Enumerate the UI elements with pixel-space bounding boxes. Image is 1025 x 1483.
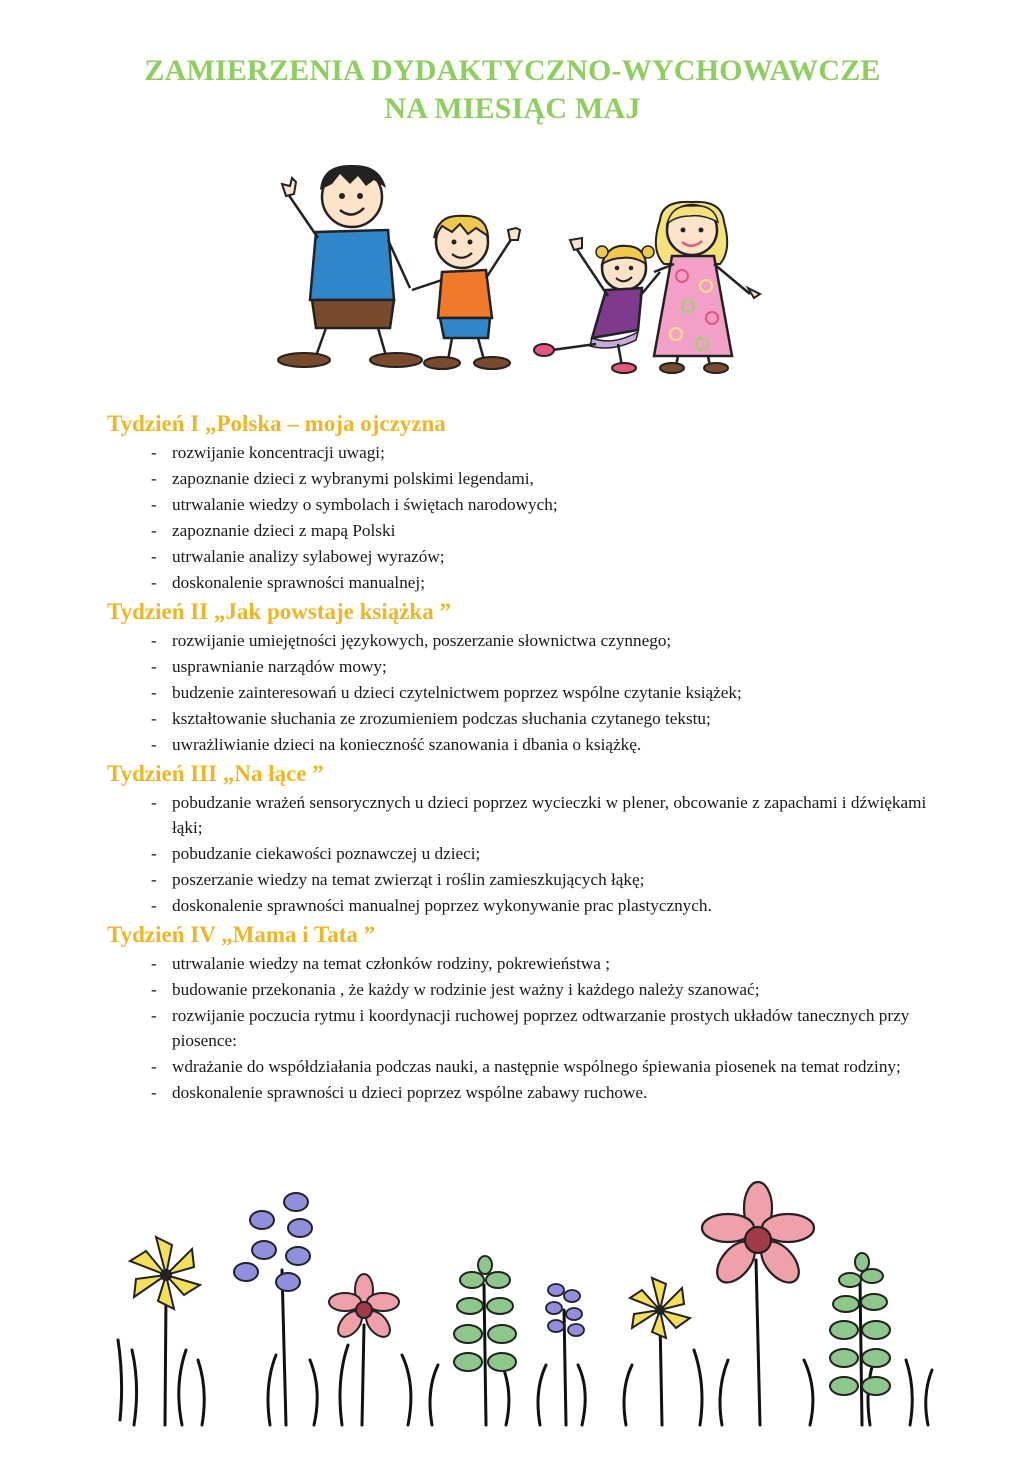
week-3-heading: Tydzień III „Na łące ” — [107, 761, 324, 786]
family-holding-hands-illustration — [262, 160, 782, 375]
list-item: - rozwijanie poczucia rytmu i koordynacji ruchowej poprzez odtwarzanie prostych układów tanecznych przy piosence: — [151, 1003, 947, 1053]
week-2-heading: Tydzień II „Jak powstaje książka ” — [107, 599, 451, 624]
week-1-heading: Tydzień I „Polska – moja ojczyzna — [107, 411, 446, 436]
list-item: - utrwalanie analizy sylabowej wyrazów; — [151, 544, 947, 569]
father-figure — [278, 165, 422, 367]
list-item: - uwrażliwianie dzieci na konieczność szanowania i dbania o książkę. — [151, 732, 947, 757]
week-4-list — [107, 951, 947, 1105]
list-item: - pobudzanie ciekawości poznawczej u dzieci; — [151, 841, 947, 866]
list-item: - budzenie zainteresowań u dzieci czytelnictwem poprzez wspólne czytanie książek; — [151, 680, 947, 705]
mother-figure — [654, 202, 760, 373]
boy-figure — [412, 216, 520, 369]
list-item: - kształtowanie słuchania ze zrozumieniem podczas słuchania czytanego tekstu; — [151, 706, 947, 731]
title-line-1: ZAMIERZENIA DYDAKTYCZNO-WYCHOWAWCZE — [144, 54, 881, 87]
yellow-flower-left — [130, 1237, 200, 1309]
list-item: - poszerzanie wiedzy na temat zwierząt i roślin zamieszkujących łąkę; — [151, 867, 947, 892]
list-item: - budowanie przekonania , że każdy w rodzinie jest ważny i każdego należy szanować; — [151, 977, 947, 1002]
title-line-2: NA MIESIĄC MAJ — [384, 92, 641, 125]
list-item: - utrwalanie wiedzy o symbolach i świętach narodowych; — [151, 492, 947, 517]
list-item: - utrwalanie wiedzy na temat członków rodziny, pokrewieństwa ; — [151, 951, 947, 976]
list-item: - rozwijanie koncentracji uwagi; — [151, 440, 947, 465]
weekly-plan — [107, 408, 947, 1106]
girl-figure — [534, 238, 660, 373]
list-item: - zapoznanie dzieci z mapą Polski — [151, 518, 947, 543]
list-item: - usprawnianie narządów mowy; — [151, 654, 947, 679]
list-item: - doskonalenie sprawności manualnej poprzez wykonywanie prac plastycznych. — [151, 893, 947, 918]
pink-flower-large — [702, 1182, 814, 1289]
week-3-list — [107, 790, 947, 918]
purple-flower-cluster — [234, 1193, 312, 1291]
list-item: - zapoznanie dzieci z wybranymi polskimi legendami, — [151, 466, 947, 491]
list-item: - rozwijanie umiejętności językowych, poszerzanie słownictwa czynnego; — [151, 628, 947, 653]
yellow-flower-right — [630, 1278, 690, 1338]
list-item: - doskonalenie sprawności manualnej; — [151, 570, 947, 595]
list-item: - doskonalenie sprawności u dzieci poprzez wspólne zabawy ruchowe. — [151, 1080, 947, 1105]
week-2-list — [107, 628, 947, 757]
week-4-heading: Tydzień IV „Mama i Tata ” — [107, 922, 376, 947]
page-title — [0, 52, 1025, 128]
list-item: - pobudzanie wrażeń sensorycznych u dzieci poprzez wycieczki w plener, obcowanie z zapachami i dźwiękami łąki; — [151, 790, 947, 840]
week-1-list — [107, 440, 947, 595]
meadow-flowers-illustration — [110, 1180, 940, 1470]
list-item: - wdrażanie do współdziałania podczas nauki, a następnie wspólnego śpiewania piosenek na temat rodziny; — [151, 1054, 947, 1079]
